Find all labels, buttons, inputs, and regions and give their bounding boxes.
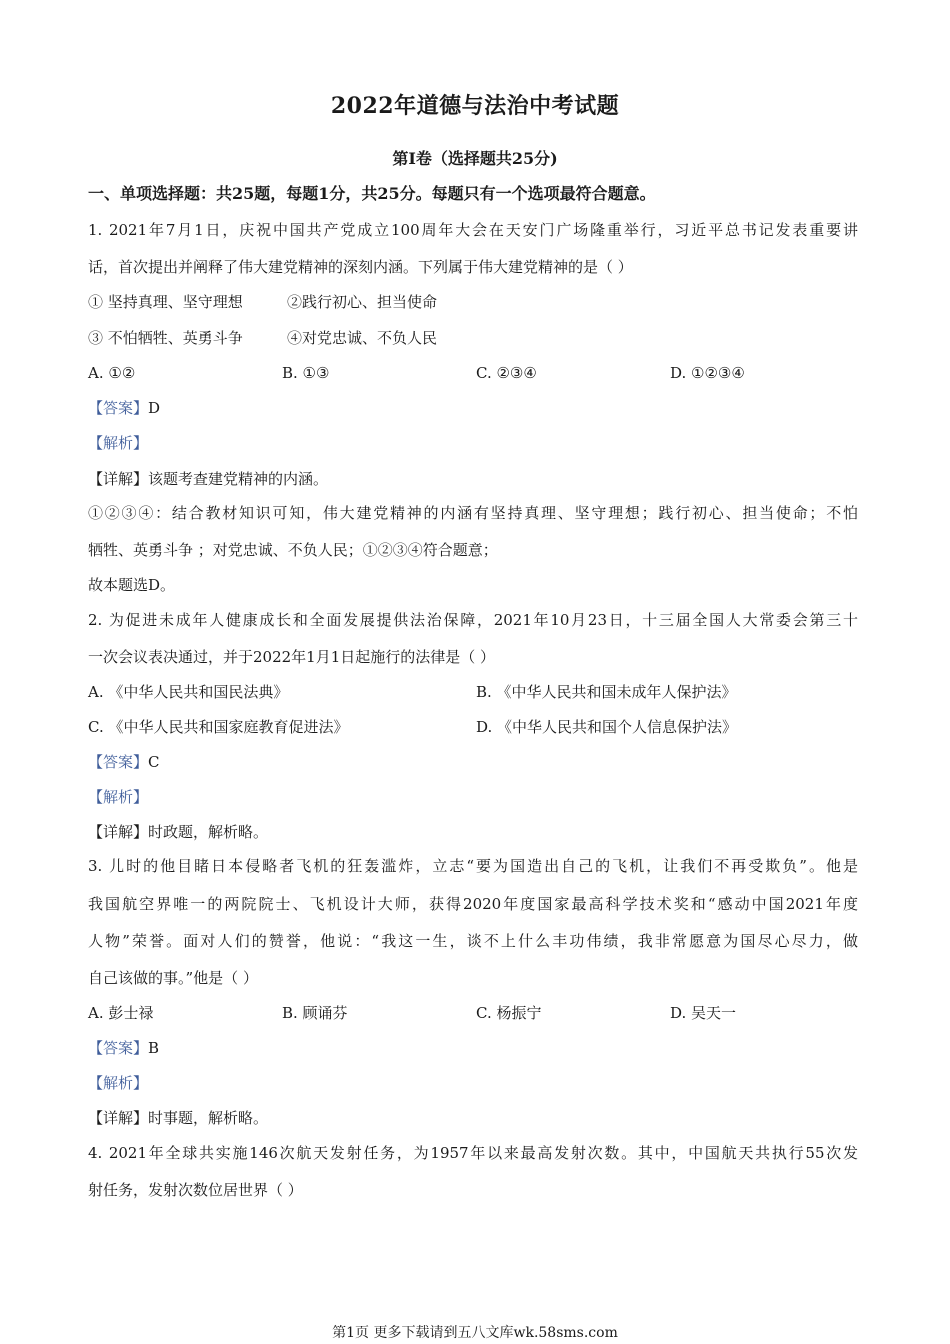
answer-value: B <box>148 1039 160 1057</box>
q2-analysis-tag: 【解析】 <box>88 788 149 806</box>
q2-answer <box>88 752 160 772</box>
exam-title: 2022年道德与法治中考试题 <box>330 93 620 119</box>
q3-detail-1: 【详解】时事题，解析略。 <box>88 1109 269 1127</box>
answer-value: C <box>148 753 160 771</box>
q3-stem-line-2: 我国航空界唯一的两院院士、飞机设计大师，获得2020年度国家最高科学技术奖和“感动中国2021年度 <box>88 895 858 913</box>
q1-detail-3: 牺牲、英勇斗争 ；对党忠诚、不负人民；①②③④符合题意； <box>88 541 498 559</box>
part-heading: 第I卷（选择题共25分) <box>392 149 558 168</box>
q2-stem-line-2: 一次会议表决通过，并于2022年1月1日起施行的法律是（ ） <box>88 648 496 666</box>
q1-analysis-tag: 【解析】 <box>88 434 149 452</box>
answer-tag: 【答案】 <box>88 1039 149 1057</box>
q3-answer <box>88 1038 159 1058</box>
answer-tag: 【答案】 <box>88 399 149 417</box>
q2-detail-1: 【详解】时政题，解析略。 <box>88 823 269 841</box>
q1-option-d: D. ①②③④ <box>670 364 745 382</box>
q3-option-a: A. 彭士禄 <box>88 1004 154 1022</box>
q3-analysis-tag: 【解析】 <box>88 1074 149 1092</box>
q3-option-d: D. 吴天一 <box>670 1004 737 1022</box>
q1-answer <box>88 398 160 418</box>
q1-statement-1: ① 坚持真理、坚守理想 <box>88 293 243 311</box>
q2-stem-line-1: 2. 为促进未成年人健康成长和全面发展提供法治保障，2021年10月23日，十三届全国人大常委会第三十 <box>88 611 858 629</box>
q1-statement-2: ②践行初心、担当使命 <box>287 293 438 311</box>
q3-option-c: C. 杨振宁 <box>476 1004 542 1022</box>
q1-detail-2: ①②③④：结合教材知识可知，伟大建党精神的内涵有坚持真理、坚守理想；践行初心、担当使命；不怕 <box>88 504 858 522</box>
q3-stem-line-4: 自己该做的事。”他是（ ） <box>88 969 258 987</box>
q2-option-a: A. 《中华人民共和国民法典》 <box>88 683 289 701</box>
answer-tag: 【答案】 <box>88 753 149 771</box>
q3-option-b: B. 顾诵芬 <box>282 1004 348 1022</box>
q1-option-a: A. ①② <box>88 364 136 382</box>
page-footer: 第1页 更多下载请到五八文库wk.58sms.com <box>332 1325 618 1341</box>
q1-detail-4: 故本题选D。 <box>88 576 176 594</box>
q2-option-c: C. 《中华人民共和国家庭教育促进法》 <box>88 718 349 736</box>
q1-stem-line-2: 话，首次提出并阐释了伟大建党精神的深刻内涵。下列属于伟大建党精神的是（ ） <box>88 258 633 276</box>
section-heading: 一、单项选择题：共25题，每题1分，共25分。每题只有一个选项最符合题意。 <box>88 184 656 203</box>
q4-stem-line-1: 4. 2021年全球共实施146次航天发射任务，为1957年以来最高发射次数。其中，中国航天共执行55次发 <box>88 1144 858 1162</box>
q2-option-b: B. 《中华人民共和国未成年人保护法》 <box>476 683 737 701</box>
q3-stem-line-3: 人物”荣誉。面对人们的赞誉，他说：“我这一生，谈不上什么丰功伟绩，我非常愿意为国尽心尽力，做 <box>88 932 858 950</box>
answer-value: D <box>148 399 161 417</box>
q1-statement-4: ④对党忠诚、不负人民 <box>287 329 438 347</box>
q1-detail-1: 【详解】该题考查建党精神的内涵。 <box>88 470 329 488</box>
q3-stem-line-1: 3. 儿时的他目睹日本侵略者飞机的狂轰滥炸，立志“要为国造出自己的飞机，让我们不再受欺负”。他是 <box>88 857 858 875</box>
q1-option-b: B. ①③ <box>282 364 330 382</box>
q1-statement-3: ③ 不怕牺牲、英勇斗争 <box>88 329 243 347</box>
q4-stem-line-2: 射任务，发射次数位居世界（ ） <box>88 1181 303 1199</box>
q1-stem-line-1: 1. 2021年7月1日，庆祝中国共产党成立100周年大会在天安门广场隆重举行，习近平总书记发表重要讲 <box>88 221 858 239</box>
q1-option-c: C. ②③④ <box>476 364 537 382</box>
q2-option-d: D. 《中华人民共和国个人信息保护法》 <box>476 718 738 736</box>
